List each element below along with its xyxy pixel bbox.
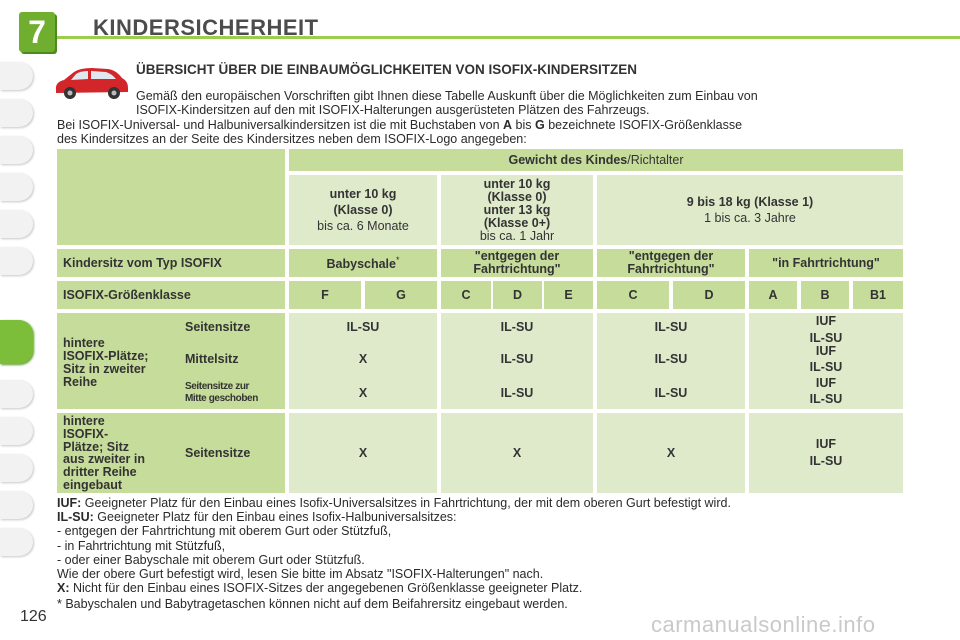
- size-class-cell: A: [749, 281, 797, 309]
- cell-value: IL-SU: [500, 351, 534, 366]
- chapter-tab-7-active[interactable]: [0, 320, 33, 364]
- cell-value: X: [441, 413, 593, 493]
- table-corner-cell: [57, 149, 285, 245]
- page-number: 126: [20, 608, 47, 625]
- cell-value: IL-SU: [500, 319, 534, 334]
- chapter-title: KINDERSICHERHEIT: [93, 15, 319, 40]
- chapter-tab-11[interactable]: [0, 491, 33, 519]
- size-class-line: Bei ISOFIX-Universal- und Halbuniversalkindersitzen ist die mit Buchstaben von A bis G bezeichnete ISOFIX-Größenklasse: [57, 118, 743, 132]
- weight-header: Gewicht des Kindes/Richtalter: [289, 149, 903, 171]
- size-row-label: ISOFIX-Größenklasse: [57, 281, 285, 309]
- cell-value-ilsu: IL-SU: [809, 391, 843, 406]
- cell-value-iuf-ilsu: IUF IL-SU: [749, 413, 903, 493]
- seat-label-side: Seitensitze: [185, 320, 251, 334]
- footnote-star: * Babyschalen und Babytragetaschen können nicht auf dem Beifahrersitz eingebaut werden.: [57, 597, 568, 612]
- chapter-tab-12[interactable]: [0, 528, 33, 556]
- cell-value: X: [358, 385, 368, 400]
- size-class-cell: D: [493, 281, 542, 309]
- row-group-second-row-label: hintere ISOFIX-Plätze; Sitz in zweiter Reihe: [63, 336, 149, 389]
- size-class-cell: F: [289, 281, 361, 309]
- chapter-number-badge: 7: [19, 12, 55, 52]
- row-group-third-row-label: hintere ISOFIX- Plätze; Sitz aus zweiter in dritter Reihe eingebaut: [63, 414, 145, 492]
- footnotes: [57, 496, 917, 612]
- section-title: ÜBERSICHT ÜBER DIE EINBAUMÖGLICHKEITEN VON ISOFIX-KINDERSITZEN: [136, 62, 638, 77]
- chapter-tab-9[interactable]: [0, 417, 33, 445]
- group-0plus-header: unter 10 kg (Klasse 0) unter 13 kg (Klasse 0+) bis ca. 1 Jahr: [441, 175, 593, 245]
- cell-value-iuf: IUF: [815, 375, 837, 390]
- cell-value-iuf: IUF: [815, 343, 837, 358]
- intro-line: Gemäß den europäischen Vorschriften gibt Ihnen diese Tabelle Auskunft über die Möglichkeiten zum Einbau von: [136, 89, 758, 103]
- size-class-cell: G: [365, 281, 437, 309]
- type-row-label: Kindersitz vom Typ ISOFIX: [57, 249, 285, 277]
- cell-value: X: [289, 413, 437, 493]
- cell-value: IL-SU: [654, 319, 688, 334]
- type-forward: "in Fahrtrichtung": [749, 249, 903, 277]
- size-class-cell: D: [673, 281, 745, 309]
- cell-value: IL-SU: [346, 319, 380, 334]
- footnote-x: X: Nicht für den Einbau eines ISOFIX-Sitzes der angegebenen Größenklasse geeigneter Platz.: [57, 581, 583, 596]
- type-rearward-2: "entgegen der Fahrtrichtung": [597, 249, 745, 277]
- footnote-bullet: - entgegen der Fahrtrichtung mit oberem Gurt oder Stützfuß,: [57, 524, 392, 539]
- size-class-cell: B1: [853, 281, 903, 309]
- footnote-bullet: - in Fahrtrichtung mit Stützfuß,: [57, 538, 226, 553]
- intro-paragraph: [136, 89, 911, 117]
- footnote-bullet: - oder einer Babyschale mit oberem Gurt oder Stützfuß.: [57, 552, 365, 567]
- chapter-tab-3[interactable]: [0, 136, 33, 164]
- cell-value: X: [597, 413, 745, 493]
- group-0-header: unter 10 kg (Klasse 0) bis ca. 6 Monate: [289, 175, 437, 245]
- size-class-cell: B: [801, 281, 849, 309]
- chapter-tab-8[interactable]: [0, 380, 33, 408]
- footnote-ilsu: IL-SU: Geeigneter Platz für den Einbau eines Isofix-Halbuniversalsitzes:: [57, 510, 457, 525]
- chapter-tab-5[interactable]: [0, 210, 33, 238]
- group-1-header: 9 bis 18 kg (Klasse 1) 1 bis ca. 3 Jahre: [597, 175, 903, 245]
- chapter-tab-6[interactable]: [0, 247, 33, 275]
- seat-label-third-side: Seitensitze: [185, 446, 251, 460]
- seat-label-middle: Mittelsitz: [185, 352, 239, 366]
- size-class-line: des Kindersitzes an der Seite des Kindersitzes neben dem ISOFIX-Logo angegeben:: [57, 132, 527, 146]
- seat-label-side-moved: Seitensitze zur Mitte geschoben: [185, 381, 258, 404]
- chapter-tab-10[interactable]: [0, 454, 33, 482]
- cell-value-iuf: IUF: [815, 313, 837, 328]
- footnote-gurt: Wie der obere Gurt befestigt wird, lesen Sie bitte im Absatz "ISOFIX-Halterungen" nach.: [57, 567, 544, 582]
- car-icon: [52, 66, 130, 100]
- footnote-iuf: IUF: Geeigneter Platz für den Einbau eines Isofix-Universalsitzes in Fahrtrichtung, der mit dem oberen Gurt befestigt wird.: [57, 496, 731, 510]
- watermark: carmanualsonline.info: [651, 612, 876, 637]
- intro-line: ISOFIX-Kindersitzen auf den mit ISOFIX-Halterungen ausgerüsteten Plätzen des Fahrzeugs.: [136, 103, 650, 117]
- chapter-tab-1[interactable]: [0, 62, 33, 90]
- cell-value-ilsu: IL-SU: [809, 359, 843, 374]
- type-babyschale: Babyschale*: [289, 249, 437, 277]
- cell-value: IL-SU: [654, 385, 688, 400]
- cell-value: IL-SU: [654, 351, 688, 366]
- size-class-cell: C: [597, 281, 669, 309]
- chapter-tab-4[interactable]: [0, 173, 33, 201]
- chapter-tab-2[interactable]: [0, 99, 33, 127]
- cell-value-ilsu: IL-SU: [809, 330, 843, 345]
- type-rearward-1: "entgegen der Fahrtrichtung": [441, 249, 593, 277]
- size-class-paragraph: [57, 118, 912, 146]
- size-class-cell: C: [441, 281, 491, 309]
- cell-value: X: [358, 351, 368, 366]
- cell-value: IL-SU: [500, 385, 534, 400]
- size-class-cell: E: [544, 281, 593, 309]
